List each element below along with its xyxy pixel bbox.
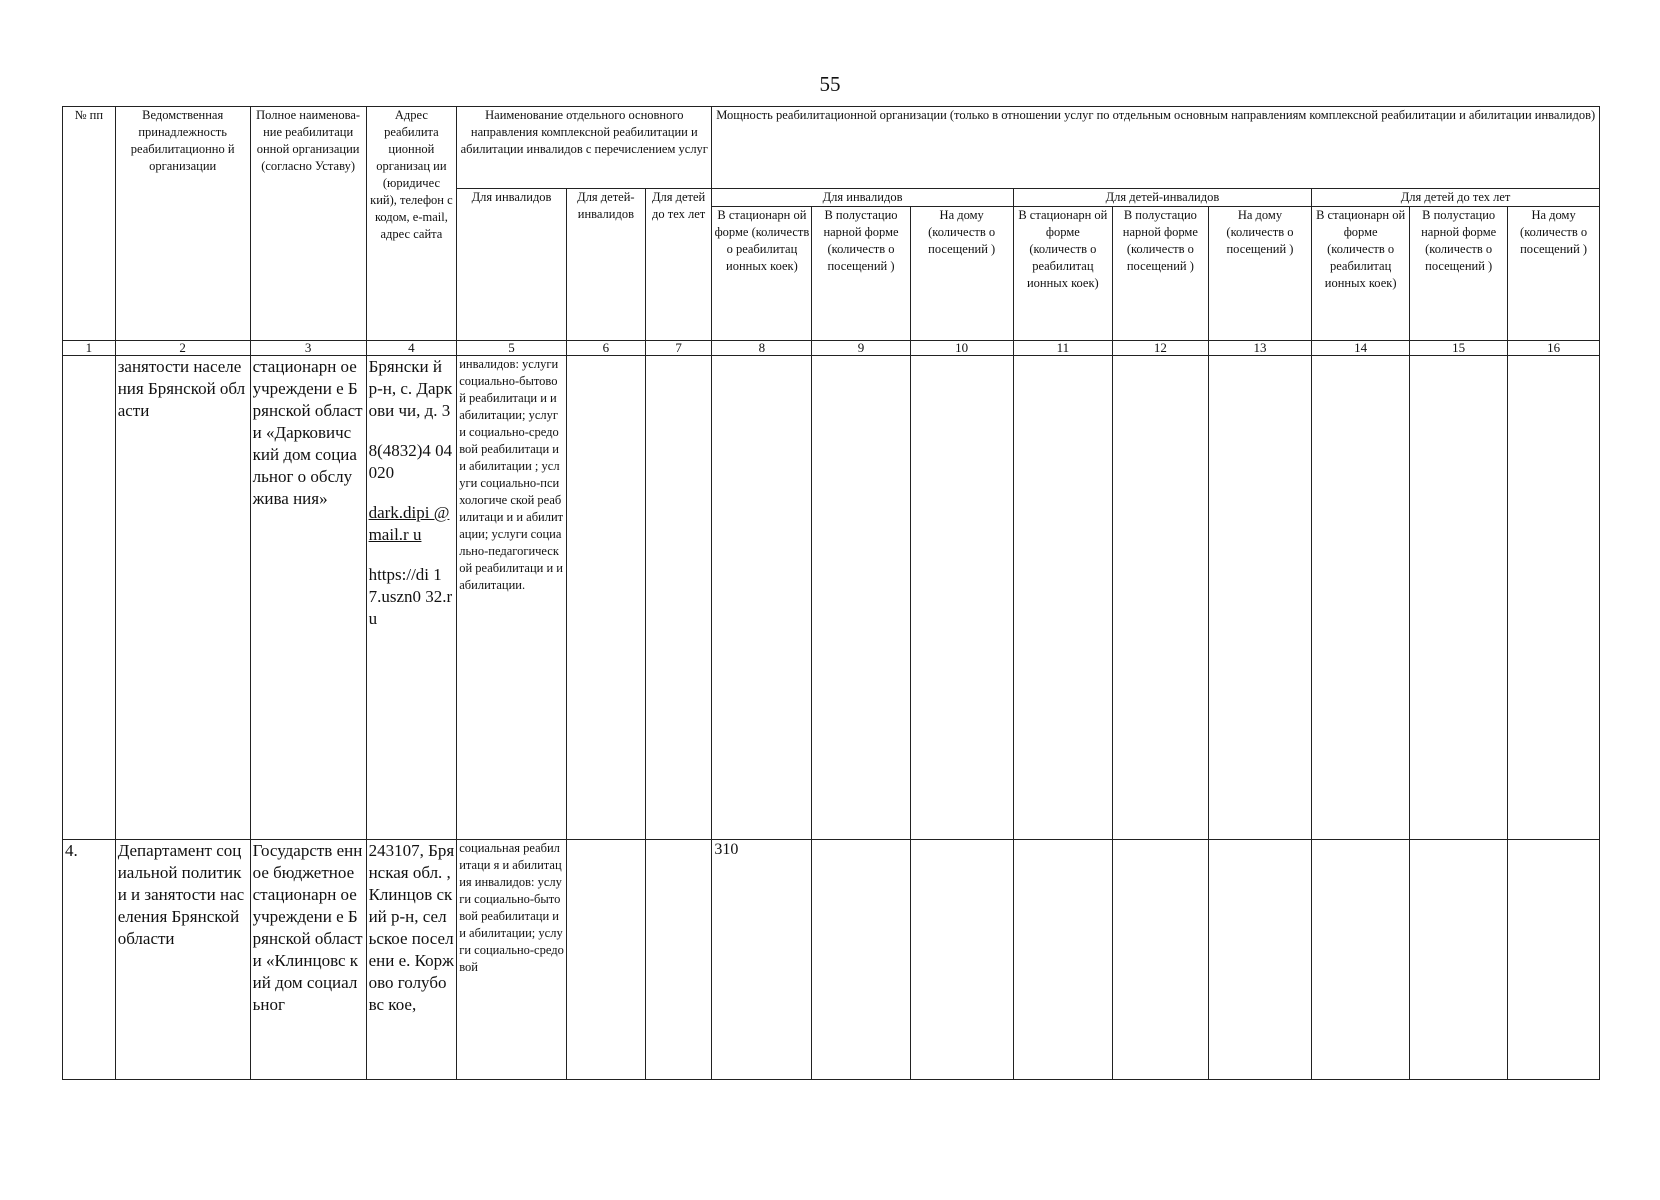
dept-cell: Департамент социальной политики и занятости населения Брянской области: [115, 840, 250, 1080]
column-number: 3: [250, 341, 366, 356]
semi-header: В полустацио нарной форме (количеств о посещений ): [1410, 207, 1508, 341]
empty-cell: [645, 356, 711, 840]
empty-cell: [1112, 356, 1208, 840]
column-number: 16: [1508, 341, 1600, 356]
empty-cell: [1508, 356, 1600, 840]
semi-header: В полустацио нарной форме (количеств о посещений ): [1112, 207, 1208, 341]
column-number: 1: [63, 341, 116, 356]
col-address-header: Адрес реабилита ционной организац ии (юридичес кий), телефон с кодом, e-mail, адрес сайта: [366, 107, 457, 341]
capacity-under-header: Для детей до тех лет: [1312, 189, 1600, 207]
services-cell: социальная реабилитаци я и абилитация инвалидов: услуги социально-бытовой реабилитаци и и абилитации; услуги социально-средовой: [457, 840, 567, 1080]
empty-cell: [812, 356, 910, 840]
column-number: 14: [1312, 341, 1410, 356]
empty-cell: [1013, 840, 1112, 1080]
col-num-header: № пп: [63, 107, 116, 341]
direction-children-header: Для детей-инвалидов: [566, 189, 645, 341]
column-number: 6: [566, 341, 645, 356]
col-dept-header: Ведомственная принадлежность реабилитационно й организации: [115, 107, 250, 341]
empty-cell: [566, 840, 645, 1080]
phone-text: 8(4832)4 04020: [368, 441, 453, 482]
empty-cell: [1312, 356, 1410, 840]
home-header: На дому (количеств о посещений ): [910, 207, 1013, 341]
column-number: 13: [1208, 341, 1311, 356]
column-number: 12: [1112, 341, 1208, 356]
capacity-group-header: Мощность реабилитационной организации (только в отношении услуг по отдельным основным направлениям комплексной реабилитации и абилитации инвалидов): [712, 107, 1600, 189]
inpatient-header: В стационарн ой форме (количеств о реабилитац ионных коек): [1013, 207, 1112, 341]
column-number: 9: [812, 341, 910, 356]
dept-cell: занятости населения Брянской области: [115, 356, 250, 840]
empty-cell: [1410, 356, 1508, 840]
column-number: 10: [910, 341, 1013, 356]
empty-cell: [645, 840, 711, 1080]
site-link[interactable]: https://di 17.uszn0 32.ru: [368, 565, 453, 628]
direction-under-header: Для детей до тех лет: [645, 189, 711, 341]
column-number: 2: [115, 341, 250, 356]
address-text: Брянски й р-н, с. Даркови чи, д. 3: [368, 357, 453, 420]
empty-cell: [812, 840, 910, 1080]
home-header: На дому (количеств о посещений ): [1508, 207, 1600, 341]
org-name-cell: Государств енное бюджетное стационарн ое учреждени е Брянской области «Клинцовс кий дом социальног: [250, 840, 366, 1080]
column-number: 7: [645, 341, 711, 356]
empty-cell: [910, 356, 1013, 840]
home-header: На дому (количеств о посещений ): [1208, 207, 1311, 341]
address-cell: [366, 356, 457, 840]
column-number: 4: [366, 341, 457, 356]
empty-cell: [1013, 356, 1112, 840]
direction-disabled-header: Для инвалидов: [457, 189, 567, 341]
column-number: 11: [1013, 341, 1112, 356]
empty-cell: [1112, 840, 1208, 1080]
empty-cell: [1410, 840, 1508, 1080]
empty-cell: [1508, 840, 1600, 1080]
col-name-header: Полное наименова-ние реабилитаци онной организации (согласно Уставу): [250, 107, 366, 341]
inpatient-header: В стационарн ой форме (количеств о реабилитац ионных коек): [1312, 207, 1410, 341]
capacity-disabled-header: Для инвалидов: [712, 189, 1013, 207]
capacity-children-header: Для детей-инвалидов: [1013, 189, 1311, 207]
column-number: 5: [457, 341, 567, 356]
empty-cell: [1208, 840, 1311, 1080]
capacity-cell: [712, 356, 812, 840]
semi-header: В полустацио нарной форме (количеств о посещений ): [812, 207, 910, 341]
org-name-cell: стационарн ое учреждени е Брянской области «Дарковичс кий дом социальног о обслужива ния»: [250, 356, 366, 840]
address-cell: 243107, Брянская обл. , Клинцов ский р-н, сельское поселени е. Коржово голубовс кое,: [366, 840, 457, 1080]
page-number: 55: [819, 72, 841, 96]
row-number: 4.: [63, 840, 116, 1080]
inpatient-header: В стационарн ой форме (количеств о реабилитац ионных коек): [712, 207, 812, 341]
table-row: [63, 356, 1600, 840]
empty-cell: [566, 356, 645, 840]
rehab-organizations-table: [62, 106, 1600, 1080]
empty-cell: [910, 840, 1013, 1080]
table-row: [63, 840, 1600, 1080]
services-cell: инвалидов: услуги социально-бытовой реабилитаци и и абилитации; услуги социально-средовой реабилитаци и и абилитации ; услуги социально-психологиче ской реабилитаци и и абилитации; услуги социально-педагогическ ой реабилитаци и и абилитации.: [457, 356, 567, 840]
direction-group-header: Наименование отдельного основного направления комплексной реабилитации и абилитации инвалидов с перечислением услуг: [457, 107, 712, 189]
capacity-cell: 310: [712, 840, 812, 1080]
empty-cell: [1208, 356, 1311, 840]
row-number: [63, 356, 116, 840]
column-number: 15: [1410, 341, 1508, 356]
email-link[interactable]: dark.dipi @mail.r u: [368, 503, 450, 544]
column-number: 8: [712, 341, 812, 356]
empty-cell: [1312, 840, 1410, 1080]
